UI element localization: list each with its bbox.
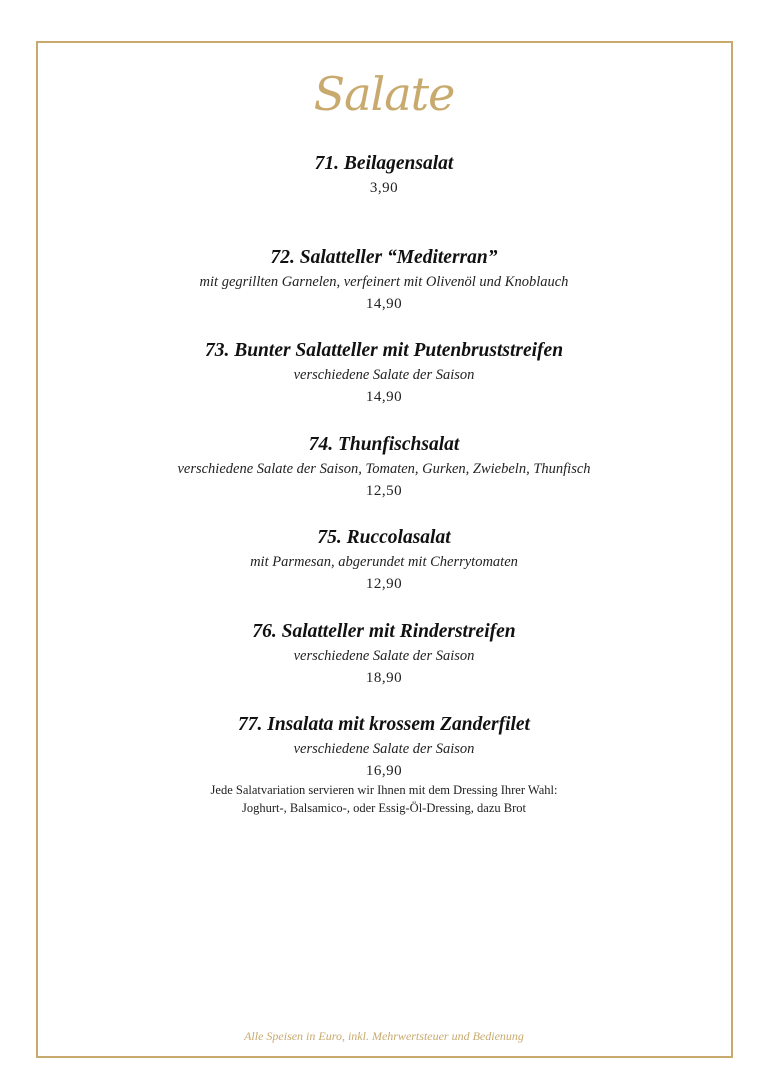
item-name: 73. Bunter Salatteller mit Putenbruststreifen bbox=[204, 340, 564, 361]
item-description: mit Parmesan, abgerundet mit Cherrytomaten bbox=[250, 554, 518, 570]
menu-item bbox=[0, 619, 768, 713]
dressing-note-line: Joghurt-, Balsamico-, oder Essig-Öl-Dressing, dazu Brot bbox=[242, 801, 526, 815]
menu-list bbox=[0, 151, 768, 806]
dressing-note-line: Jede Salatvariation servieren wir Ihnen mit dem Dressing Ihrer Wahl: bbox=[210, 783, 558, 797]
menu-item bbox=[0, 432, 768, 526]
item-name: 77. Insalata mit krossem Zanderfilet bbox=[238, 714, 530, 735]
item-name: 75. Ruccolasalat bbox=[317, 527, 451, 548]
item-price: 16,90 bbox=[365, 763, 403, 779]
item-description: verschiedene Salate der Saison, Tomaten, Gurken, Zwiebeln, Thunfisch bbox=[177, 460, 591, 477]
item-description: verschiedene Salate der Saison bbox=[293, 741, 475, 757]
item-description: mit gegrillten Garnelen, verfeinert mit Olivenöl und Knoblauch bbox=[199, 273, 569, 290]
price-footer: Alle Speisen in Euro, inkl. Mehrwertsteuer und Bedienung bbox=[244, 1029, 524, 1043]
dressing-note bbox=[0, 781, 768, 817]
item-price: 14,90 bbox=[365, 295, 403, 312]
item-name: 76. Salatteller mit Rinderstreifen bbox=[252, 620, 516, 642]
item-price: 12,50 bbox=[365, 482, 403, 499]
menu-item bbox=[0, 338, 768, 432]
item-description: verschiedene Salate der Saison bbox=[293, 647, 475, 664]
item-name: 74. Thunfischsalat bbox=[308, 433, 460, 455]
item-price: 14,90 bbox=[365, 389, 403, 405]
item-price: 12,90 bbox=[365, 576, 403, 592]
page-title: Salate bbox=[313, 67, 455, 121]
item-description: verschiedene Salate der Saison bbox=[293, 367, 475, 383]
item-price: 18,90 bbox=[365, 669, 403, 686]
menu-item bbox=[0, 525, 768, 619]
menu-item bbox=[0, 151, 768, 245]
item-name: 72. Salatteller “Mediterran” bbox=[270, 246, 498, 268]
menu-item bbox=[0, 245, 768, 339]
item-price: 3,90 bbox=[369, 180, 399, 196]
item-name: 71. Beilagensalat bbox=[314, 153, 454, 174]
